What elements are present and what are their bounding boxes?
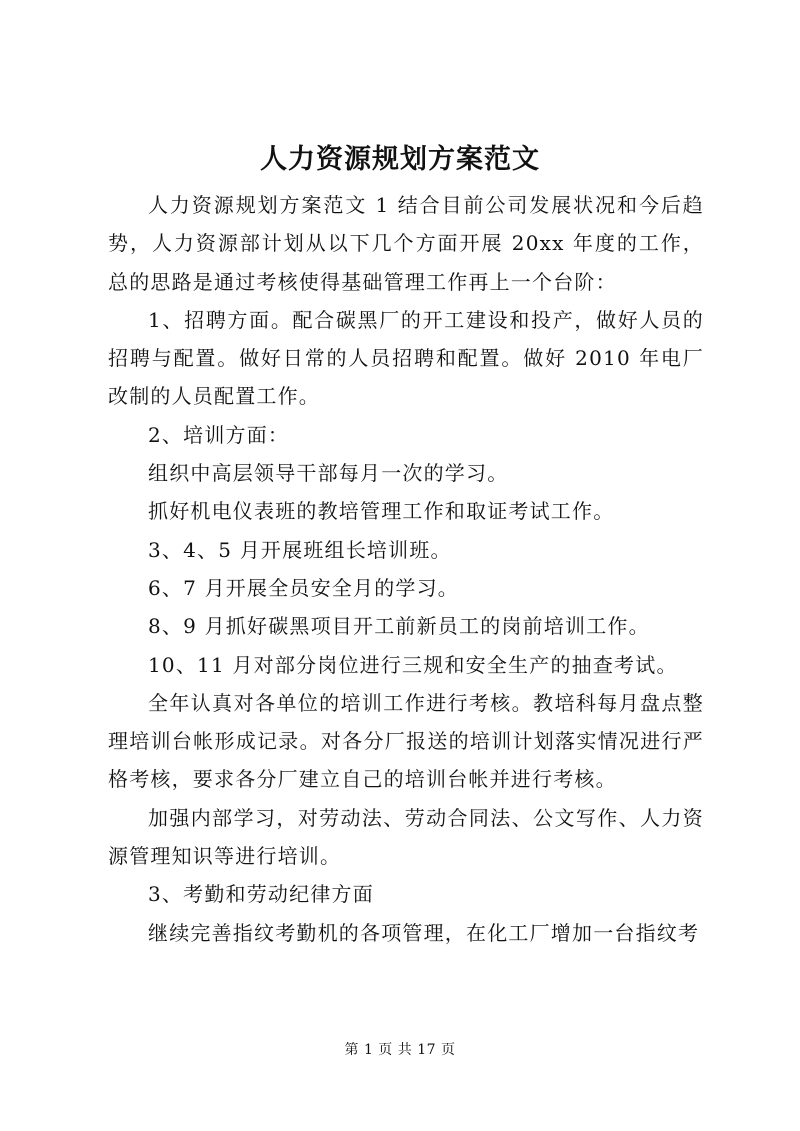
paragraph-intro: 人力资源规划方案范文 1 结合目前公司发展状况和今后趋势，人力资源部计划从以下几个方面开展 20xx 年度的工作，总的思路是通过考核使得基础管理工作再上一个台阶： [108,193,704,294]
paragraph-training-item: 组织中高层领导干部每月一次的学习。 [148,461,509,486]
paragraph-training-item: 3、4、5 月开展班组长培训班。 [148,537,452,562]
paragraph-attendance: 继续完善指纹考勤机的各项管理，在化工厂增加一台指纹考 [148,920,700,945]
paragraph-attendance-heading: 3、考勤和劳动纪律方面 [148,882,374,907]
paragraph-training-assessment: 全年认真对各单位的培训工作进行考核。教培科每月盘点整理培训台帐形成记录。对各分厂报送的培训计划落实情况进行严格考核，要求各分厂建立自己的培训台帐并进行考核。 [108,690,704,792]
document-title: 人力资源规划方案范文 [260,144,540,175]
paragraph-training-item: 8、9 月抓好碳黑项目开工前新员工的岗前培训工作。 [148,614,650,639]
paragraph-recruitment: 1、招聘方面。配合碳黑厂的开工建设和投产，做好人员的招聘与配置。做好日常的人员招聘和配置。做好 2010 年电厂改制的人员配置工作。 [108,307,704,409]
paragraph-training-item: 抓好机电仪表班的教培管理工作和取证考试工作。 [148,499,615,524]
paragraph-training-item: 6、7 月开展全员安全月的学习。 [148,575,460,600]
paragraph-training-item: 10、11 月对部分岗位进行三规和安全生产的抽查考试。 [148,652,678,677]
paragraph-training-heading: 2、培训方面： [148,422,290,447]
document-body [108,186,704,952]
paragraph-internal-learning: 加强内部学习，对劳动法、劳动合同法、公文写作、人力资源管理知识等进行培训。 [108,805,704,869]
page-number-footer: 第 1 页 共 17 页 [344,1042,456,1058]
